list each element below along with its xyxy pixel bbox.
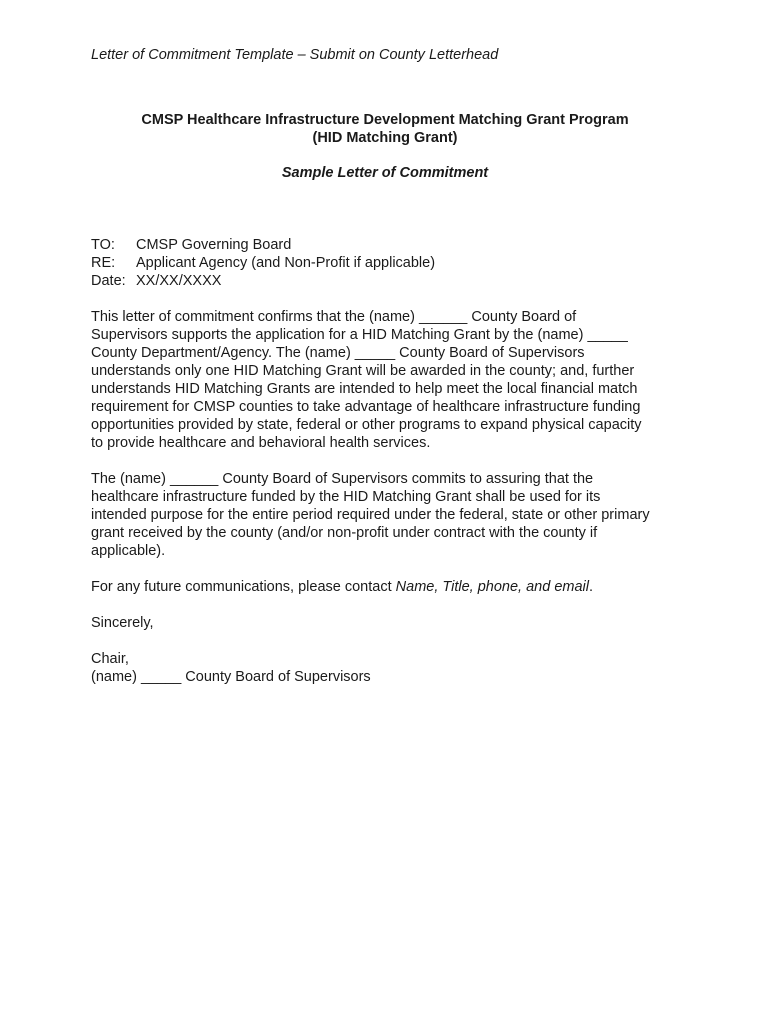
paragraph-line: understands HID Matching Grants are intended to help meet the local financial match	[91, 381, 638, 397]
address-block	[91, 236, 435, 290]
title-block	[0, 111, 770, 182]
re-label: RE:	[91, 255, 116, 271]
header-note: Letter of Commitment Template – Submit on County Letterhead	[91, 47, 499, 63]
to-label: TO:	[91, 237, 115, 253]
paragraph-line: healthcare infrastructure funded by the HID Matching Grant shall be used for its	[91, 489, 601, 505]
commitment-paragraph	[91, 308, 681, 452]
paragraph-line: intended purpose for the entire period required under the federal, state or other primary	[91, 507, 650, 523]
paragraph-line: applicable).	[91, 543, 166, 559]
paragraph-line: The (name) ______ County Board of Supervisors commits to assuring that the	[91, 471, 594, 487]
re-row	[91, 254, 435, 272]
signature-title: Chair,	[91, 651, 129, 667]
paragraph-line: This letter of commitment confirms that the (name) ______ County Board of	[91, 309, 577, 325]
paragraph-line: understands only one HID Matching Grant will be awarded in the county; and, further	[91, 363, 635, 379]
paragraph-line: Supervisors supports the application for a HID Matching Grant by the (name) _____	[91, 327, 628, 343]
to-row	[91, 236, 435, 254]
letter-subtitle: Sample Letter of Commitment	[281, 165, 489, 181]
contact-suffix: .	[588, 579, 593, 595]
date-row	[91, 272, 435, 290]
paragraph-line: grant received by the county (and/or non-profit under contract with the county if	[91, 525, 598, 541]
re-value: Applicant Agency (and Non-Profit if applicable)	[136, 255, 436, 271]
closing	[91, 614, 681, 632]
closing-text: Sincerely,	[91, 615, 154, 631]
signature-block	[91, 650, 681, 686]
letter-body	[91, 308, 681, 704]
contact-prefix: For any future communications, please contact	[91, 579, 396, 595]
contact-paragraph	[91, 578, 681, 596]
date-label: Date:	[91, 273, 126, 289]
date-value: XX/XX/XXXX	[136, 273, 222, 289]
paragraph-line: requirement for CMSP counties to take advantage of healthcare infrastructure funding	[91, 399, 641, 415]
paragraph-line: opportunities provided by state, federal or other programs to expand physical capacity	[91, 417, 642, 433]
signature-board: (name) _____ County Board of Supervisors	[91, 669, 371, 685]
paragraph-line: County Department/Agency. The (name) _____ County Board of Supervisors	[91, 345, 585, 361]
assurance-paragraph	[91, 470, 681, 560]
contact-placeholder: Name, Title, phone, and email	[395, 579, 589, 595]
paragraph-line: to provide healthcare and behavioral health services.	[91, 435, 431, 451]
program-abbreviation: (HID Matching Grant)	[312, 130, 458, 146]
to-value: CMSP Governing Board	[136, 237, 292, 253]
program-title: CMSP Healthcare Infrastructure Development Matching Grant Program	[141, 112, 629, 128]
